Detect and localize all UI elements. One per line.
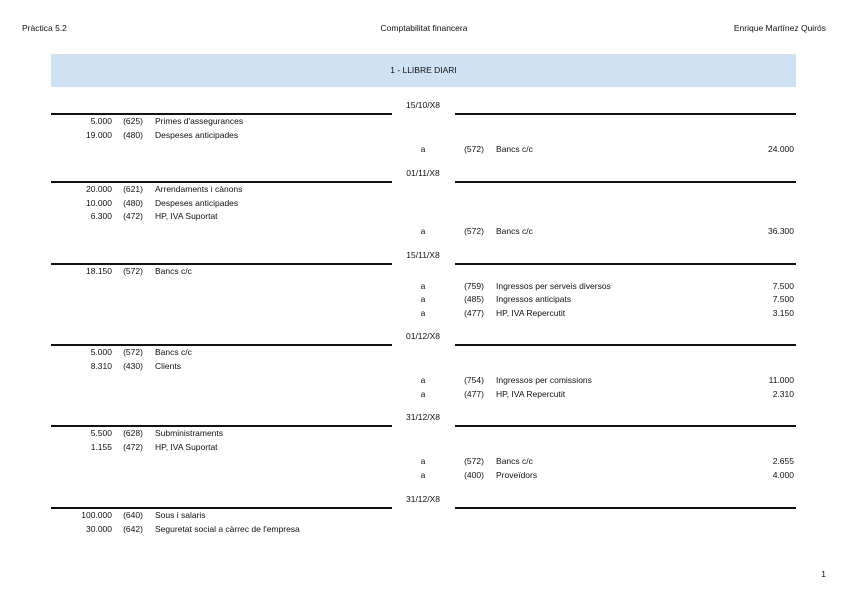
credit-line xyxy=(0,374,848,387)
credit-line xyxy=(0,469,848,482)
debit-account-name: Seguretat social a càrrec de l'empresa xyxy=(155,523,300,534)
credit-line xyxy=(0,143,848,156)
credit-amount: 36.300 xyxy=(768,225,794,236)
entry-date: 31/12/X8 xyxy=(405,494,441,504)
credit-a-marker: a xyxy=(420,307,426,318)
debit-account-code: (621) xyxy=(123,184,143,194)
credit-amount: 2.655 xyxy=(772,456,794,467)
credit-account-code: (572) xyxy=(464,456,484,467)
credit-account-name: Ingressos anticipats xyxy=(496,294,572,305)
page-number: 1 xyxy=(821,569,826,579)
entry-date: 01/11/X8 xyxy=(406,168,440,178)
debit-account-code: (628) xyxy=(123,428,143,438)
debit-account-code: (625) xyxy=(123,116,143,126)
header-practice-label: Pràctica 5.2 xyxy=(22,23,67,33)
debit-amount: 5.000 xyxy=(90,347,112,357)
credit-account-code: (485) xyxy=(464,294,484,305)
debit-account-code: (472) xyxy=(123,441,143,452)
debit-line xyxy=(0,115,848,128)
credit-a-marker: a xyxy=(420,469,426,480)
debit-account-name: Despeses anticipades xyxy=(155,197,239,208)
credit-amount: 11.000 xyxy=(768,375,794,386)
debit-account-code: (642) xyxy=(123,523,143,534)
credit-a-marker: a xyxy=(420,144,426,155)
debit-line xyxy=(0,183,848,196)
credit-account-name: Bancs c/c xyxy=(496,456,533,467)
debit-line xyxy=(0,360,848,373)
credit-account-code: (572) xyxy=(464,225,484,236)
debit-amount: 100.000 xyxy=(81,510,112,520)
credit-line xyxy=(0,388,848,401)
debit-amount: 10.000 xyxy=(86,197,112,208)
debit-amount: 20.000 xyxy=(86,184,112,194)
credit-a-marker: a xyxy=(420,280,426,291)
debit-account-code: (472) xyxy=(123,211,143,222)
header-author: Enrique Martínez Quirós xyxy=(733,23,826,33)
debit-account-code: (640) xyxy=(123,510,143,520)
debit-amount: 8.310 xyxy=(90,360,112,371)
credit-account-name: Ingressos per serveis diversos xyxy=(496,280,611,291)
credit-account-code: (754) xyxy=(464,375,484,386)
debit-line xyxy=(0,441,848,454)
credit-account-code: (400) xyxy=(464,469,484,480)
credit-a-marker: a xyxy=(420,375,426,386)
credit-account-name: Bancs c/c xyxy=(496,225,533,236)
entry-date: 15/11/X8 xyxy=(406,250,440,260)
debit-account-name: Bancs c/c xyxy=(155,266,192,276)
debit-line xyxy=(0,210,848,223)
debit-line xyxy=(0,509,848,522)
credit-line xyxy=(0,225,848,238)
debit-account-code: (572) xyxy=(123,266,143,276)
debit-account-code: (480) xyxy=(123,129,143,140)
debit-account-code: (430) xyxy=(123,360,143,371)
credit-amount: 4.000 xyxy=(772,469,794,480)
debit-account-name: Arrendaments i cànons xyxy=(155,184,243,194)
credit-a-marker: a xyxy=(420,294,426,305)
entry-date: 31/12/X8 xyxy=(405,412,441,422)
debit-account-code: (572) xyxy=(123,347,143,357)
debit-account-name: Primes d'assegurances xyxy=(155,116,244,126)
debit-amount: 1.155 xyxy=(90,441,112,452)
credit-line xyxy=(0,307,848,320)
debit-line xyxy=(0,523,848,536)
credit-amount: 7.500 xyxy=(772,280,794,291)
credit-account-name: HP, IVA Repercutit xyxy=(496,307,566,318)
debit-account-name: Subministraments xyxy=(155,428,224,438)
credit-account-code: (477) xyxy=(464,388,484,399)
debit-account-name: Sous i salaris xyxy=(155,510,206,520)
credit-account-name: Bancs c/c xyxy=(496,144,533,155)
debit-amount: 5.500 xyxy=(90,428,112,438)
credit-account-name: Ingressos per comissions xyxy=(496,375,592,386)
credit-account-name: Proveïdors xyxy=(496,469,538,480)
debit-line xyxy=(0,265,848,278)
debit-account-name: Despeses anticipades xyxy=(155,129,239,140)
credit-amount: 3.150 xyxy=(772,307,794,318)
credit-amount: 2.310 xyxy=(772,388,794,399)
credit-amount: 7.500 xyxy=(772,294,794,305)
credit-line xyxy=(0,293,848,306)
debit-account-name: Clients xyxy=(155,360,181,371)
debit-line xyxy=(0,197,848,210)
credit-line xyxy=(0,280,848,293)
credit-account-code: (759) xyxy=(464,280,484,291)
entry-date: 15/10/X8 xyxy=(405,100,441,110)
credit-account-code: (477) xyxy=(464,307,484,318)
header-subject: Comptabilitat financera xyxy=(380,23,468,33)
credit-account-name: HP, IVA Repercutit xyxy=(496,388,566,399)
journal-title: 1 - LLIBRE DIARI xyxy=(51,54,796,87)
debit-account-name: Bancs c/c xyxy=(155,347,192,357)
debit-account-name: HP, IVA Suportat xyxy=(155,211,218,222)
credit-line xyxy=(0,455,848,468)
credit-a-marker: a xyxy=(420,388,426,399)
debit-line xyxy=(0,129,848,142)
debit-amount: 18.150 xyxy=(86,266,112,276)
debit-amount: 30.000 xyxy=(86,523,112,534)
debit-line xyxy=(0,427,848,440)
credit-account-code: (572) xyxy=(464,144,484,155)
credit-a-marker: a xyxy=(420,225,426,236)
credit-amount: 24.000 xyxy=(768,144,794,155)
entry-date: 01/12/X8 xyxy=(405,331,441,341)
debit-amount: 19.000 xyxy=(86,129,112,140)
debit-amount: 5.000 xyxy=(90,116,112,126)
debit-amount: 6.300 xyxy=(90,211,112,222)
debit-line xyxy=(0,346,848,359)
debit-account-code: (480) xyxy=(123,197,143,208)
credit-a-marker: a xyxy=(420,456,426,467)
debit-account-name: HP, IVA Suportat xyxy=(155,441,218,452)
